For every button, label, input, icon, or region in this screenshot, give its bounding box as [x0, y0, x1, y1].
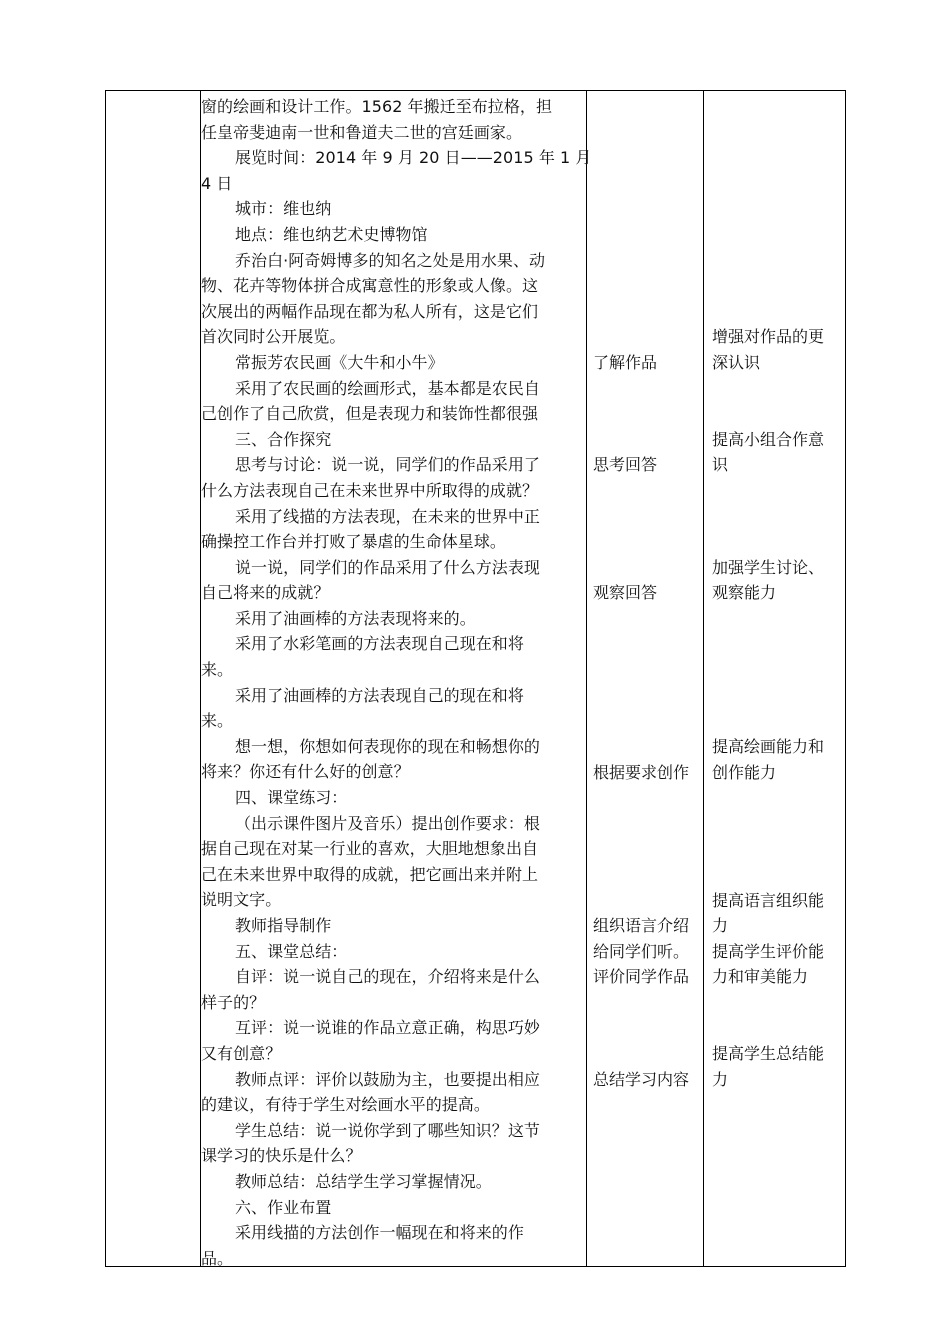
content-line: 的建议，有待于学生对绘画水平的提高。 — [201, 1095, 490, 1115]
student-activity-cell — [593, 350, 703, 376]
cell-text: 总结学习内容 — [593, 1069, 690, 1089]
content-line: 品。 — [201, 1248, 234, 1268]
content-line: 教师指导制作 — [235, 916, 332, 935]
cell-text: 给同学们听。 — [593, 941, 690, 961]
content-line: 采用了农民画的绘画形式，基本都是农民自 — [235, 378, 540, 398]
content-line: 来。 — [201, 711, 234, 731]
student-activity-cell — [593, 1067, 703, 1093]
cell-text: 提高学生总结能 — [712, 1044, 825, 1064]
content-line: 三、合作探究 — [235, 429, 332, 449]
cell-text: 提高学生评价能 — [712, 941, 825, 961]
content-line: 想一想，你想如何表现你的现在和畅想你的 — [235, 736, 540, 756]
content-line: 将来？你还有什么好的创意？ — [201, 762, 410, 782]
design-intent-cell — [712, 1041, 844, 1092]
content-line: （出示课件图片及音乐）提出创作要求：根 — [235, 813, 540, 833]
content-line: 六、作业布置 — [235, 1197, 332, 1217]
cell-text: 力 — [712, 1069, 729, 1089]
design-intent-cell — [712, 427, 844, 478]
content-line: 己创作了自己欣赏，但是表现力和装饰性都很强 — [201, 404, 539, 424]
content-line: 4 日 — [201, 173, 233, 193]
content-line: 据自己现在对某一行业的喜欢，大胆地想象出自 — [201, 839, 539, 859]
content-line: 窗的绘画和设计工作。1562 年搬迁至布拉格，担 — [201, 97, 553, 116]
column-divider — [586, 91, 587, 1266]
content-line: 五、课堂总结： — [235, 941, 348, 961]
content-line: 学生总结：说一说你学到了哪些知识？这节 — [235, 1120, 540, 1140]
student-activity-cell — [593, 913, 703, 990]
content-line: 首次同时公开展览。 — [201, 327, 346, 347]
content-line: 说明文字。 — [201, 890, 282, 910]
cell-text: 创作能力 — [712, 762, 777, 782]
cell-text: 深认识 — [712, 352, 761, 372]
design-intent-cell — [712, 734, 844, 785]
cell-text: 根据要求创作 — [593, 762, 690, 782]
cell-text: 提高绘画能力和 — [712, 737, 825, 756]
student-activity-cell — [593, 580, 703, 606]
content-line: 样子的？ — [201, 992, 266, 1012]
content-line: 课学习的快乐是什么？ — [201, 1146, 362, 1166]
design-intent-cell — [712, 555, 844, 606]
content-line: 自己将来的成就？ — [201, 583, 330, 603]
cell-text: 加强学生讨论、 — [712, 557, 825, 577]
content-line: 采用线描的方法创作一幅现在和将来的作 — [235, 1223, 524, 1243]
cell-text: 组织语言介绍 — [593, 916, 690, 936]
content-line: 什么方法表现自己在未来世界中所取得的成就？ — [201, 480, 539, 500]
column-divider — [703, 91, 704, 1266]
content-line: 次展出的两幅作品现在都为私人所有，这是它们 — [201, 301, 539, 321]
teaching-content-column — [201, 91, 592, 1271]
content-line: 采用了油画棒的方法表现将来的。 — [235, 608, 476, 628]
content-line: 又有创意？ — [201, 1043, 282, 1063]
content-line: 教师点评：评价以鼓励为主，也要提出相应 — [235, 1069, 540, 1089]
student-activity-cell — [593, 760, 703, 786]
content-line: 物、花卉等物体拼合成寓意性的形象或人像。这 — [201, 276, 539, 296]
content-line: 常振芳农民画《大牛和小牛》 — [235, 352, 444, 372]
content-line: 乔治白·阿奇姆博多的知名之处是用水果、动 — [235, 250, 546, 270]
content-line: 说一说，同学们的作品采用了什么方法表现 — [235, 557, 540, 577]
content-line: 采用了油画棒的方法表现自己的现在和将 — [235, 685, 524, 705]
cell-text: 提高语言组织能 — [712, 890, 825, 910]
content-line: 思考与讨论：说一说，同学们的作品采用了 — [235, 455, 540, 475]
content-line: 确操控工作台并打败了暴虐的生命体星球。 — [201, 532, 506, 552]
content-line: 来。 — [201, 660, 234, 680]
cell-text: 思考回答 — [593, 455, 658, 475]
cell-text: 提高小组合作意 — [712, 429, 825, 449]
student-activity-cell — [593, 452, 703, 478]
cell-text: 观察能力 — [712, 583, 777, 603]
cell-text: 增强对作品的更 — [712, 327, 825, 347]
lesson-table — [105, 90, 846, 1267]
content-line: 采用了线描的方法表现，在未来的世界中正 — [235, 506, 540, 526]
content-line: 自评：说一说自己的现在，介绍将来是什么 — [235, 967, 540, 987]
cell-text: 识 — [712, 455, 729, 475]
content-line: 地点：维也纳艺术史博物馆 — [235, 224, 428, 244]
design-intent-cell — [712, 324, 844, 375]
content-line: 互评：说一说谁的作品立意正确，构思巧妙 — [235, 1018, 540, 1038]
content-line: 展览时间：2014 年 9 月 20 日——2015 年 1 月 — [235, 148, 592, 168]
content-line: 己在未来世界中取得的成就，把它画出来并附上 — [201, 864, 539, 884]
cell-text: 力和审美能力 — [712, 967, 809, 987]
cell-text: 力 — [712, 916, 729, 936]
content-line: 四、课堂练习： — [235, 788, 348, 808]
design-intent-cell — [712, 888, 844, 990]
cell-text: 观察回答 — [593, 583, 658, 603]
content-line: 城市：维也纳 — [235, 199, 332, 219]
content-line: 任皇帝斐迪南一世和鲁道夫二世的宫廷画家。 — [201, 122, 523, 142]
cell-text: 了解作品 — [593, 353, 658, 372]
content-line: 教师总结：总结学生学习掌握情况。 — [235, 1171, 492, 1191]
cell-text: 评价同学作品 — [593, 967, 690, 987]
content-line: 采用了水彩笔画的方法表现自己现在和将 — [235, 634, 524, 654]
